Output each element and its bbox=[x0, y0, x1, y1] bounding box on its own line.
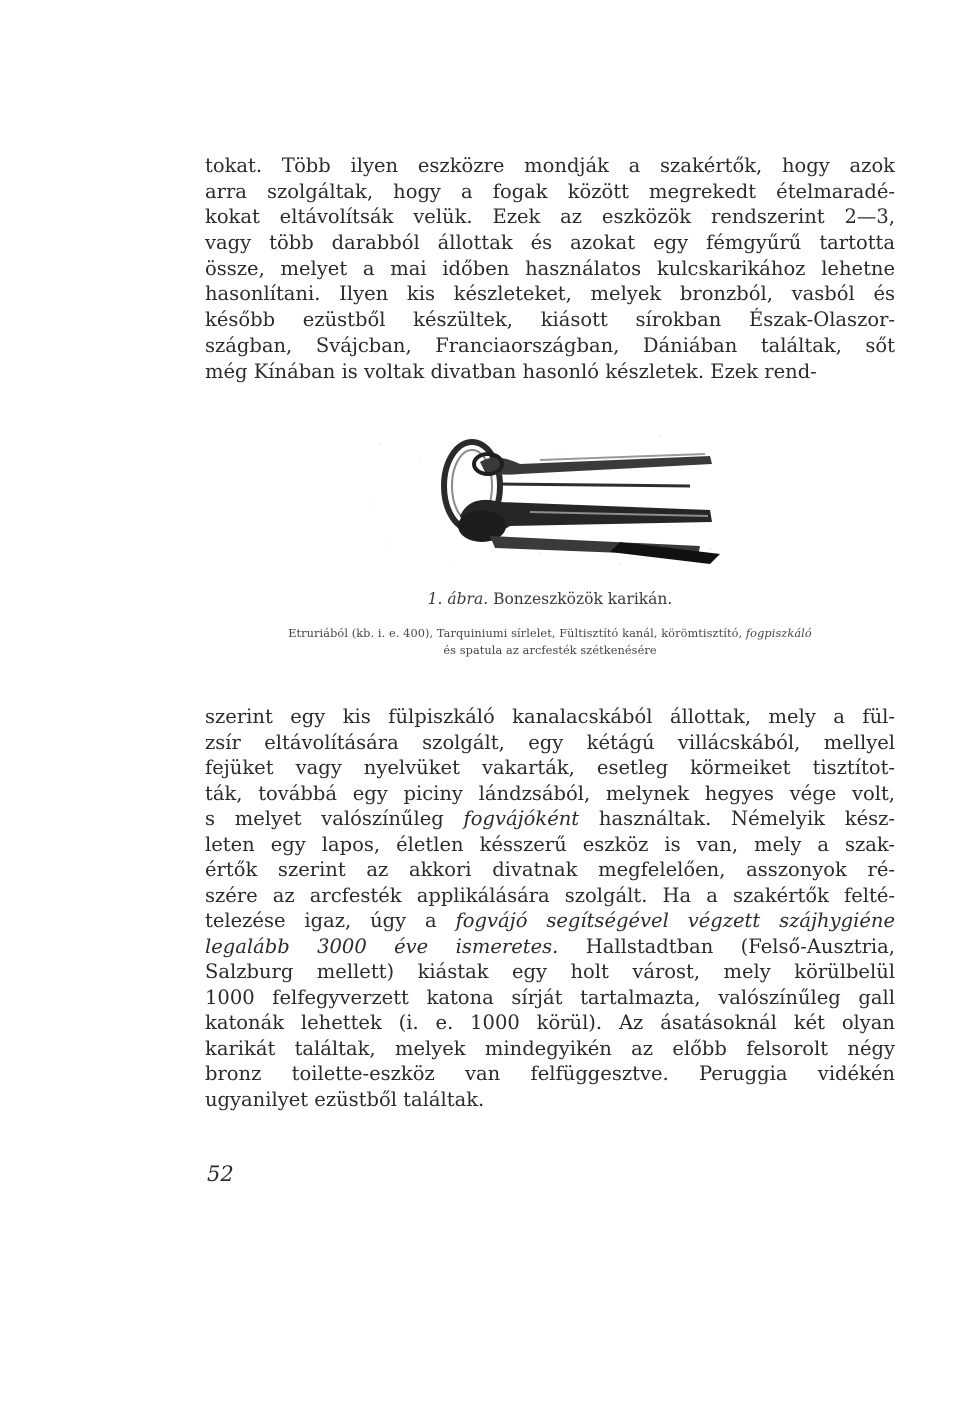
page-number: 52 bbox=[207, 1162, 234, 1186]
text-line: még Kínában is voltak divatban hasonló készletek. Ezek rend- bbox=[205, 359, 817, 383]
text-line: Salzburg mellett) kiástak egy holt várost, mely körülbelül bbox=[205, 960, 895, 983]
text-line: vagy több darabból állottak és azokat egy fémgyűrű tartotta bbox=[205, 231, 895, 255]
bronze-tools-illustration bbox=[360, 424, 740, 574]
text-line: szére az arcfesték applikálására szolgált. Ha a szakértők felté- bbox=[205, 883, 895, 907]
caption-line: és spatula az arcfesték szétkenésére bbox=[443, 644, 657, 657]
figure-title: Bonzeszközök karikán. bbox=[493, 590, 673, 608]
text-line: tokat. Több ilyen eszközre mondják a szakértők, hogy azok bbox=[205, 154, 895, 177]
text-line: leten egy lapos, életlen késszerű eszköz is van, mely a szak- bbox=[205, 832, 895, 856]
text-line: később ezüstből készültek, kiásott sírokban Észak-Olaszor- bbox=[205, 308, 895, 332]
text-line: katonák lehettek (i. e. 1000 körül). Az ásatásoknál két olyan bbox=[205, 1011, 895, 1034]
text-span: s melyet valószínűleg bbox=[205, 807, 444, 830]
paragraph-bottom bbox=[205, 704, 895, 1112]
text-line: hasonlítani. Ilyen kis készleteket, melyek bronzból, vasból és bbox=[205, 282, 895, 306]
text-line: arra szolgáltak, hogy a fogak között megrekedt ételmaradé- bbox=[205, 179, 895, 203]
text-line: zsír eltávolítására szolgált, egy kétágú villácskából, mellyel bbox=[205, 730, 895, 754]
figure-number: 1. ábra. bbox=[427, 590, 489, 608]
text-line: ugyanilyet ezüstből találtak. bbox=[205, 1087, 485, 1111]
text-line bbox=[205, 806, 895, 832]
figure-bronze-tools-photo bbox=[360, 424, 740, 574]
text-line: karikát találtak, melyek mindegyikén az előbb felsorolt négy bbox=[205, 1036, 895, 1060]
paragraph-top bbox=[205, 153, 895, 384]
italic-term: fogvájóként bbox=[463, 807, 580, 830]
text-span: használtak. Némelyik kész- bbox=[598, 807, 895, 830]
text-span: Hallstadtban (Felső-Ausztria, bbox=[585, 934, 895, 958]
caption-italic-text: fogpiszkáló bbox=[745, 627, 812, 640]
italic-phrase: fogvájó segítségével végzett szájhygiéne bbox=[455, 909, 895, 932]
text-line: értők szerint az akkori divatnak megfelelően, asszonyok ré- bbox=[205, 858, 895, 881]
text-line: szerint egy kis fülpiszkáló kanalacskából állottak, mely a fül- bbox=[205, 705, 895, 728]
text-line: ták, továbbá egy piciny lándzsából, melynek hegyes vége volt, bbox=[205, 781, 895, 805]
text-line: 1000 felfegyverzett katona sírját tartalmazta, valószínűleg gall bbox=[205, 985, 895, 1009]
text-line: szágban, Svájcban, Franciaországban, Dániában találtak, sőt bbox=[205, 333, 895, 357]
text-line bbox=[205, 908, 895, 934]
text-line: kokat eltávolítsák velük. Ezek az eszközök rendszerint 2—3, bbox=[205, 205, 895, 229]
italic-phrase: legalább 3000 éve ismeretes. bbox=[205, 934, 559, 958]
text-line: bronz toilette-eszköz van felfüggesztve. Peruggia vidékén bbox=[205, 1062, 895, 1085]
text-span: telezése igaz, úgy a bbox=[205, 909, 437, 932]
text-line: fejüket vagy nyelvüket vakarták, esetleg körmeiket tisztítot- bbox=[205, 756, 895, 779]
caption-line bbox=[205, 625, 895, 642]
figure-caption-description bbox=[205, 625, 895, 659]
caption-text: Etruriából (kb. i. e. 400), Tarquiniumi sírlelet, Fültisztító kanál, körömtisztító, bbox=[288, 627, 743, 640]
text-line: össze, melyet a mai időben használatos kulcskarikához lehetne bbox=[205, 256, 895, 280]
figure-caption-title bbox=[205, 590, 895, 608]
text-line bbox=[205, 934, 895, 960]
